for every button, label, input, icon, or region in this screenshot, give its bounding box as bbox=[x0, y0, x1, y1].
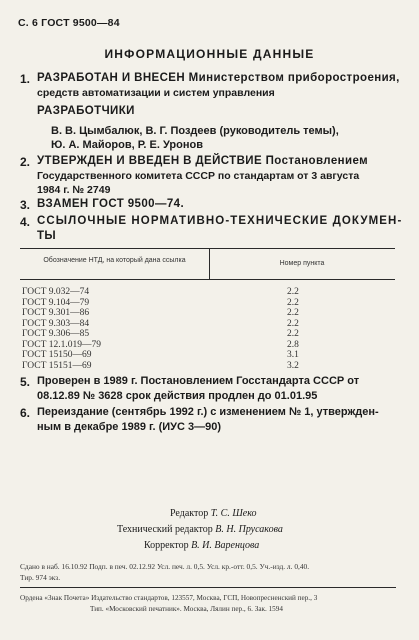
publisher-line: Ордена «Знак Почета» Издательство стандартов, 123557, Москва, ГСП, Новопресненский пер., 3 bbox=[20, 594, 318, 602]
table-header-rule bbox=[20, 279, 395, 280]
item-number: 5. bbox=[20, 375, 31, 389]
developers-heading: РАЗРАБОТЧИКИ bbox=[37, 105, 135, 117]
developers-line: Ю. А. Майоров, Р. Е. Уронов bbox=[51, 139, 203, 151]
developers-line: В. В. Цымбалюк, В. Г. Поздеев (руководитель темы), bbox=[51, 125, 339, 137]
table-cell-doc: ГОСТ 15151—69 bbox=[22, 360, 92, 371]
table-cell-doc: ГОСТ 12.1.019—79 bbox=[22, 339, 101, 350]
table-cell-clause: 2.2 bbox=[287, 308, 299, 318]
table-cell-clause: 2.2 bbox=[287, 318, 299, 329]
item-line: 08.12.89 № 3628 срок действия продлен до 01.01.95 bbox=[37, 390, 318, 402]
item-line: 1984 г. № 2749 bbox=[37, 184, 111, 196]
item-line: Государственного комитета СССР по стандартам от 3 августа bbox=[37, 170, 360, 182]
item-number: 1. bbox=[20, 72, 31, 86]
table-cell-clause: 2.2 bbox=[287, 329, 299, 339]
table-header-clause: Номер пункта bbox=[279, 260, 325, 267]
table-cell-clause: 2.2 bbox=[287, 297, 299, 308]
signature-proofreader: Корректор В. И. Варенцова bbox=[144, 540, 260, 551]
item-line: средств автоматизации и систем управления bbox=[37, 87, 275, 99]
item-line: РАЗРАБОТАН И ВНЕСЕН Министерством приборостроения, bbox=[37, 72, 400, 84]
item-line: УТВЕРЖДЕН И ВВЕДЕН В ДЕЙСТВИЕ Постановлением bbox=[37, 155, 369, 167]
section-title: ИНФОРМАЦИОННЫЕ ДАННЫЕ bbox=[104, 47, 315, 61]
item-number: 4. bbox=[20, 215, 31, 229]
table-cell-doc: ГОСТ 9.306—85 bbox=[22, 329, 90, 339]
print-info-line: Сдано в наб. 16.10.92 Подп. в печ. 02.12.92 Усл. печ. л. 0,5. Усл. кр.-отт. 0,5. Уч.-изд. л. 0,40. bbox=[20, 562, 310, 571]
print-info-line: Тир. 974 экз. bbox=[20, 573, 61, 582]
item-number: 3. bbox=[20, 198, 31, 212]
table-cell-clause: 3.1 bbox=[287, 350, 299, 360]
item-line: ССЫЛОЧНЫЕ НОРМАТИВНО-ТЕХНИЧЕСКИЕ ДОКУМЕН- bbox=[37, 215, 403, 227]
table-top-rule bbox=[20, 248, 395, 249]
item-number: 6. bbox=[20, 406, 31, 420]
item-line: ВЗАМЕН ГОСТ 9500—74. bbox=[37, 198, 185, 210]
item-line: Проверен в 1989 г. Постановлением Госстандарта СССР от bbox=[37, 375, 360, 387]
item-line: ТЫ bbox=[37, 230, 57, 242]
table-cell-doc: ГОСТ 15150—69 bbox=[22, 350, 92, 360]
footer-rule bbox=[20, 587, 396, 588]
table-cell-doc: ГОСТ 9.303—84 bbox=[22, 318, 90, 329]
table-cell-clause: 2.8 bbox=[287, 339, 299, 350]
publisher-line: Тип. «Московский печатник». Москва, Лялин пер., 6. Зак. 1594 bbox=[90, 605, 283, 613]
table-cell-doc: ГОСТ 9.104—79 bbox=[22, 297, 90, 308]
page-header: С. 6 ГОСТ 9500—84 bbox=[18, 17, 120, 29]
signature-tech-editor: Технический редактор В. Н. Прусакова bbox=[117, 524, 283, 535]
table-cell-doc: ГОСТ 9.301—86 bbox=[22, 308, 90, 318]
table-cell-clause: 3.2 bbox=[287, 360, 299, 371]
table-header-doc: Обозначение НТД, на который дана ссылка bbox=[43, 257, 186, 264]
table-cell-clause: 2.2 bbox=[287, 287, 299, 297]
item-line: ным в декабре 1989 г. (ИУС 3—90) bbox=[37, 421, 222, 433]
item-number: 2. bbox=[20, 155, 31, 169]
signature-editor: Редактор Т. С. Шеко bbox=[170, 508, 257, 519]
item-line: Переиздание (сентябрь 1992 г.) с изменением № 1, утвержден- bbox=[37, 406, 379, 418]
table-col-divider bbox=[209, 249, 210, 279]
table-cell-doc: ГОСТ 9.032—74 bbox=[22, 287, 90, 297]
